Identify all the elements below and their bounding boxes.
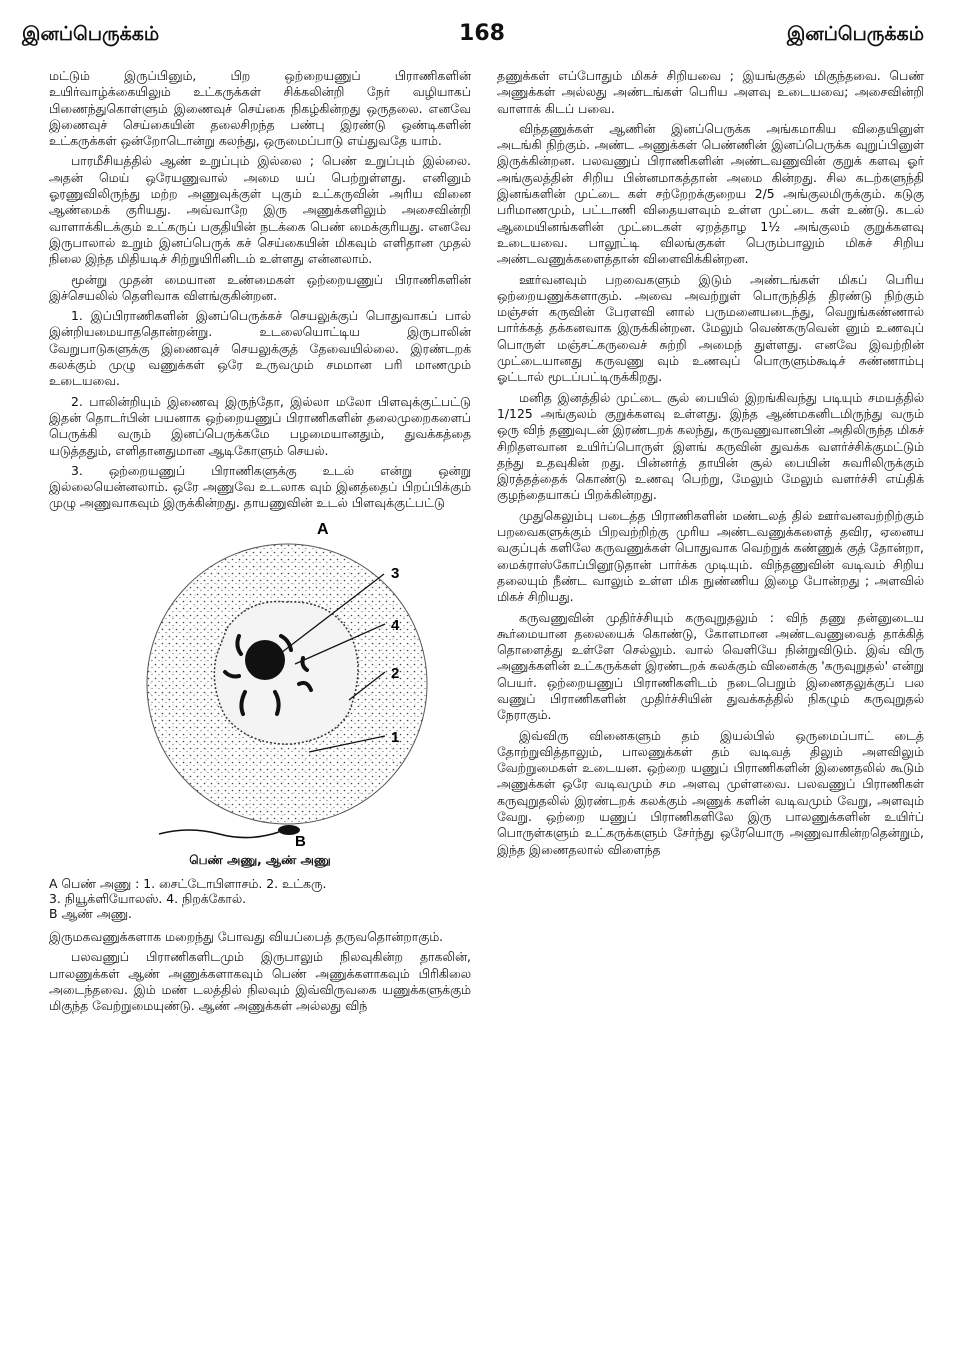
paragraph: தணுக்கள் எப்போதும் மிகச் சிறியவை ; இயங்குதல் மிகுந்தவை. பெண் அணுக்கள் அல்லது அண்டங்கள் பெரிய அளவு உடையவை; அசைவின்றி வாளாக் கிடப் பவை. [497, 68, 924, 116]
nucleus-shape [214, 601, 358, 744]
callout-1: 1 [391, 728, 400, 746]
paragraph: பலவணுப் பிராணிகளிடமும் இருபாலும் நிலவுகின்ற தாகலின், பாலணுக்கள் ஆண் அணுக்களாகவும் பெண் அணுக்களாகவும் பிரிகிலை அடைந்தவை. இம் மண் டலத்தில் நிலவும் இவ்விருவகை யணுக்களுக்கும் மிகுந்த வேற்றுமையுண்டு. ஆண் அணுக்கள் அல்லது விந் [49, 949, 471, 1014]
paragraph: பாரமீசியத்தில் ஆண் உறுப்பும் இல்லை ; பெண் உறுப்பும் இல்லை. அதன் மெய் ஒரேயணுவால் அமை யப் பெற்றுள்ளது. எனினும் ஓரணுவிலிருந்து மற்ற அணுவுக்குள் புகும் உட்கருவின் அரிய வினை ஆண்மைக் குரியது. அவ்வாறே இரு அணுக்களிலும் அசைவின்றி வாளாக்கிடக்கும் உட்கருப் பகுதியின் நடக்கை பெண் மைக்குரியது. எனவே இருபாலால் உறும் இனப்பெருக் கச் செய்கையின் மிகவும் எளிதான முதல் நிலை இந்த மிதியடிச் சிற்றுயிரினிடம் உள்ளது என்னலாம். [49, 153, 471, 267]
left-column [49, 68, 471, 1019]
page-number: 168 [459, 21, 505, 46]
paragraph: மட்டும் இருப்பினும், பிற ஒற்றையணுப் பிராணிகளின் உயிர்வாழ்க்கையிலும் உட்கருக்கள் சிக்கலின்றி நேர் வழியாகப் பிணைந்துகொள்ளும் இணைவுச் செய்கை நிகழ்கின்றது ஒருதலை. எனவே இணைவுச் செய்கையின் தலைசிறந்த பண்பு இரண்டு ஒண்டிகளின் உட்கருக்கள் ஒன்றோடொன்று கலந்து, ஒருமைப்பாடு எய்துவதே யாம். [49, 68, 471, 149]
caption-line: B ஆண் அணு. [49, 906, 132, 922]
paragraph: 1. இப்பிராணிகளின் இனப்பெருக்கச் செயலுக்குப் பொதுவாகப் பால் இன்றியமையாததொன்றன்று. உடலையொட்டிய இருபாலின் வேறுபாடுகளுக்கு இணைவுச் செயலுக்குத் தேவையில்லை. இரண்டறக் கலக்கும் முழு வணுக்கள் ஒரே உருவமும் சமமான பரி மாணமும் உடையவை. [49, 308, 471, 389]
paragraph: இவ்விரு வினைகளும் தம் இயல்பில் ஒருமைப்பாட் டைத் தோற்றுவித்தாலும், பாலணுக்கள் தம் வடிவத் திலும் அளவிலும் வேற்றுமைகள் உடையன. ஒற்றை யணுப் பிராணிகளின் இணைதலில் கூடும் அணுக்கள் ஒரே வடிவமும் சம அளவு முள்ளவை. பலவணுப் பிராணிகள் கருவுறுதலில் இரண்டறக் கலக்கும் அணுக் களின் வடிவமும் வேறு, அளவும் வேறு. ஒற்றை யணுப் பிராணிகளிலே இரு பாலணுக்களின் உயிர்ப் பொருள்களும் உட்கருக்களும் சேர்ந்து ஒரேயொரு அணுவாகின்றதென்றும், இந்த இணைதலால் விளைந்த [497, 727, 924, 857]
callout-4: 4 [391, 616, 400, 634]
paragraph: இருமகவணுக்களாக மறைந்து போவது வியப்பைத் தருவதொன்றாகும். [49, 929, 444, 945]
paragraph: விந்தணுக்கள் ஆணின் இனப்பெருக்க அங்கமாகிய விதையினுள் அடங்கி நிற்கும். அண்ட அணுக்கள் பெண்ணின் இனப்பெருக்க வுறுப்பினுள் இருக்கின்றன. பலவணுப் பிராணிகளின் அண்டவணுவின் குறுக் களவு ஓர் அங்குலத்தின் சிறிய பின்னமாகத்தான் அமை கின்றது. சில கடற்களுந்தி இனங்களின் முட்டை கள் சற்றேறக்குறைய 2/5 அங்குலமிருக்கும். கடுகு பரிமாணமும், பட்டாணி விதையளவும் உள்ள முட்டை கள் உண்டு. கடல் ஆமையினங்களின் முட்டைகள் ஏறத்தாழ 1½ அங்குலம் குறுக்களவு உடையவை. பாலூட்டி விலங்குகள் பெரும்பாலும் மிகச் சிறிய அண்டவணுக்களைத்தான் விளைவிக்கின்றன. [497, 120, 924, 267]
running-head-right: இனப்பெருக்கம் [786, 23, 924, 45]
caption-line: A பெண் அணு : 1. சைட்டோபிளாசம். 2. உட்கரு. [49, 876, 327, 892]
paragraph: கருவணுவின் முதிர்ச்சியும் கருவுறுதலும் : விந் தணு தன்னுடைய கூர்மையான தலையைக் கொண்டு, கோளமான அண்டவணுவைத் தாக்கித் தொளைத்து உள்ளே செல்லும். வால் வெளியே நின்றுவிடும். இவ் விரு அணுக்களின் உட்கருக்கள் இரண்டறக் கலக்கும் வினைக்கு 'கருவுறுதல்' என்று பெயர். ஒற்றையணுப் பிராணிகளிடம் நடைபெறும் இணைதலுக்குப் பல வணுப் பிராணிகளின் முதிர்ச்சியின் துவக்கத்தில் நிகழும் கருவுறுதல் நேராகும். [497, 609, 924, 723]
paragraph: ஊர்வனவும் பறவைகளும் இடும் அண்டங்கள் மிகப் பெரிய ஒற்றையணுக்களாகும். அவை அவற்றுள் பொருந்தித் திரண்டு நிற்கும் மஞ்சள் கருவின் பேரளவி னால் பருமனையடைந்து, வெறுங்கண்ணால் பார்க்கத் தக்கனவாக இருக்கின்றன. மேலும் வெண்கருவென் னும் உணவுப் பொருள் மஞ்சட்கருவைச் சுற்றி அமைந் துள்ளது. எனவே இவற்றின் முட்டையானது கருவணு வும் உணவுப் பொருளும்கூடிச் சுண்ணாம்பு ஓட்டால் மூடப்பட்டிருக்கிறது. [497, 271, 924, 385]
cell-figure [49, 516, 471, 846]
egg-and-sperm-illustration [49, 516, 471, 846]
paragraph: 3. ஒற்றையணுப் பிராணிகளுக்கு உடல் என்று ஒன்று இல்லையென்னலாம். ஒரே அணுவே உடலாக வும் இனத்தைப் பிறப்பிக்கும் முழு அணுவாகவும் இருக்கின்றது. தாயணுவின் உடல் பிளவுக்குட்பட்டு [49, 462, 471, 511]
callout-3: 3 [391, 564, 400, 582]
right-column [497, 68, 924, 862]
figure-label-b: B [295, 832, 306, 846]
paragraph: மனித இனத்தில் முட்டை சூல் பையில் இறங்கிவந்து படியும் சமயத்தில் 1/125 அங்குலம் குறுக்களவு உள்ளது. இந்த ஆண்மகனிடமிருந்து வரும் ஒரு விந் தணுவுடன் இரண்டறக் கலந்து, கருவணுவானபின் அதிலிருந்த மிகச் சிறிதளவான உயிர்ப்பொருள் இளங் கருவின் துவக்க வளர்ச்சிக்குமட்டும் தந்து உதவுகின் றது. பின்னர்த் தாயின் சூல் பையின் சுவரிலிருக்கும் இரத்தத்தைக் கொண்டு உணவு பெற்று, மேலும் மேலும் வளர்ச்சி எய்திக் குழந்தையாகப் பிறக்கின்றது. [497, 389, 924, 503]
figure-title: பெண் அணு, ஆண் அணு [189, 852, 331, 867]
paragraph: 2. பாலின்றியும் இணைவு இருந்தோ, இல்லா மலோ பிளவுக்குட்பட்டு இதன் தொடர்பின் பயனாக ஒற்றையணுப் பிராணிகளின் தலைமுறைகளைப் பெருக்கி வரும் இனப்பெருக்கமே பழமையானதும், துவக்கத்தை யடுத்ததும், எளிதானதுமான ஆடிகோளும் செயல். [49, 393, 471, 458]
running-head-left: இனப்பெருக்கம் [22, 23, 160, 45]
paragraph: முதுகெலும்பு படைத்த பிராணிகளின் மண்டலத் தில் ஊர்வனவற்றிற்கும் பறவைகளுக்கும் பிறவற்றிற்கு முரிய அண்டவணுக்களைத் தவிர, ஏனைய வகுப்புக் களிலே கருவணுக்கள் பொதுவாக வெற்றுக் கண்ணுக் குத் தோன்றா, மைக்ராஸ்கோப்பினூடுதான் பார்க்க முடியும். விந்தணுவின் வடிவம் சிறிய தலையும் நீண்ட வாலும் உள்ள மிக நுண்ணிய இழை போன்றது ; அளவில் மிகச் சிறியது. [497, 507, 924, 605]
figure-caption [49, 876, 471, 921]
caption-line: 3. நியூக்ளியோலஸ். 4. நிறக்கோல். [49, 891, 247, 907]
sperm-tail-shape [159, 830, 279, 838]
paragraph: மூன்று முதன் மையான உண்மைகள் ஒற்றையணுப் பிராணிகளின் இச்செயலில் தெளிவாக விளங்குகின்றன. [49, 271, 471, 303]
callout-2: 2 [391, 664, 400, 682]
figure-label-a: A [317, 520, 329, 538]
nucleolus-shape [245, 640, 285, 680]
